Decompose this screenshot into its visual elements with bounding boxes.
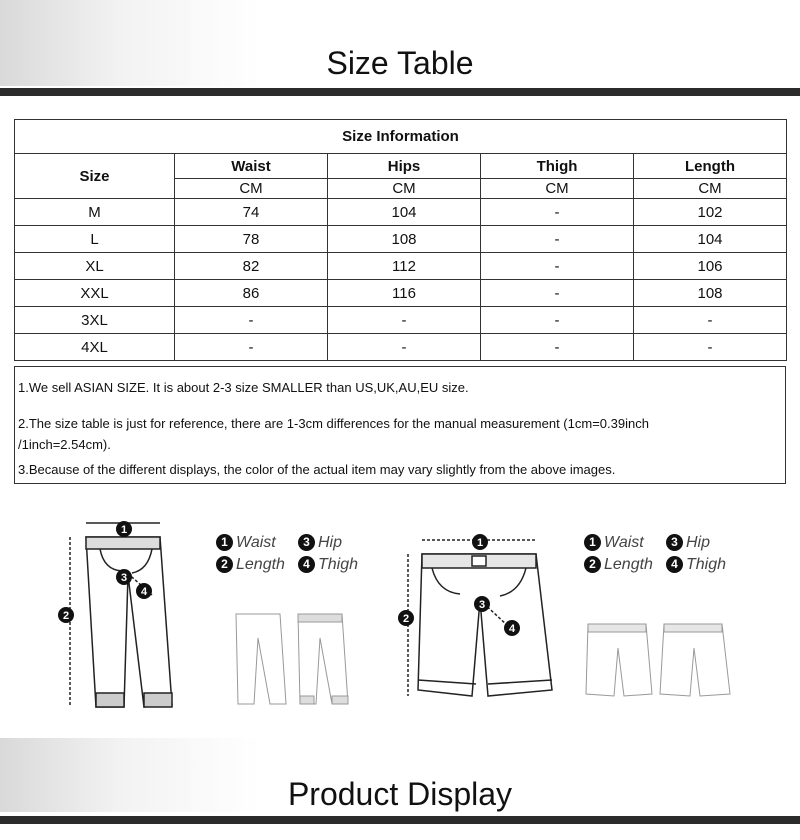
unit-thigh: CM — [481, 179, 634, 199]
length-cell: 102 — [634, 199, 787, 226]
thigh-cell: - — [481, 280, 634, 307]
svg-text:1: 1 — [476, 537, 484, 549]
shorts-legend — [584, 534, 754, 584]
waist-cell: 78 — [175, 226, 328, 253]
svg-text:4: 4 — [140, 586, 148, 598]
legend-hip: 3 Hip — [666, 534, 710, 552]
size-column-header: Size — [15, 154, 175, 199]
table-row — [15, 280, 787, 307]
waist-cell: 82 — [175, 253, 328, 280]
table-row — [15, 253, 787, 280]
pants-thumbnails — [228, 608, 358, 708]
product-display-banner — [0, 738, 800, 834]
legend-length: 2 Length — [584, 556, 653, 574]
shorts-thumbnails — [584, 618, 734, 700]
shorts-measurement-diagram — [396, 530, 556, 710]
column-header-waist: Waist — [175, 154, 328, 179]
note-1: 1.We sell ASIAN SIZE. It is about 2-3 size SMALLER than US,UK,AU,EU size. — [18, 380, 469, 395]
size-cell: 4XL — [15, 334, 175, 361]
unit-waist: CM — [175, 179, 328, 199]
banner-bar — [0, 88, 800, 96]
legend-waist: 1 Waist — [584, 534, 644, 552]
thigh-cell: - — [481, 199, 634, 226]
legend-hip: 3 Hip — [298, 534, 342, 552]
waist-cell: 74 — [175, 199, 328, 226]
svg-text:2: 2 — [62, 610, 70, 622]
waist-cell: 86 — [175, 280, 328, 307]
table-row — [15, 199, 787, 226]
size-cell: XL — [15, 253, 175, 280]
legend-thigh: 4 Thigh — [298, 556, 358, 574]
waist-cell: - — [175, 334, 328, 361]
legend-thigh: 4 Thigh — [666, 556, 726, 574]
note-2: 2.The size table is just for reference, there are 1-3cm differences for the manual measurement (1cm=0.39inch /1inch=2.54cm). — [18, 416, 649, 452]
size-cell: XXL — [15, 280, 175, 307]
table-row — [15, 307, 787, 334]
hips-cell: 112 — [328, 253, 481, 280]
svg-text:1: 1 — [120, 524, 128, 536]
size-cell: 3XL — [15, 307, 175, 334]
size-cell: M — [15, 199, 175, 226]
hips-cell: 116 — [328, 280, 481, 307]
thigh-cell: - — [481, 253, 634, 280]
size-table-banner — [0, 0, 800, 96]
size-cell: L — [15, 226, 175, 253]
waist-cell: - — [175, 307, 328, 334]
svg-text:3: 3 — [120, 572, 128, 584]
thigh-cell: - — [481, 226, 634, 253]
legend-waist: 1 Waist — [216, 534, 276, 552]
thigh-cell: - — [481, 334, 634, 361]
svg-text:4: 4 — [508, 623, 516, 635]
table-row — [15, 226, 787, 253]
pants-measurement-diagram — [52, 515, 182, 715]
pants-legend — [216, 534, 386, 584]
size-table — [14, 119, 787, 361]
page-title: Size Table — [326, 45, 474, 81]
legend-length: 2 Length — [216, 556, 285, 574]
section-title: Product Display — [287, 776, 513, 812]
hips-cell: - — [328, 334, 481, 361]
unit-hips: CM — [328, 179, 481, 199]
length-cell: 108 — [634, 280, 787, 307]
hips-cell: 108 — [328, 226, 481, 253]
column-header-thigh: Thigh — [481, 154, 634, 179]
column-header-hips: Hips — [328, 154, 481, 179]
hips-cell: 104 — [328, 199, 481, 226]
length-cell: - — [634, 307, 787, 334]
table-title: Size Information — [15, 120, 787, 154]
note-3: 3.Because of the different displays, the color of the actual item may vary slightly from the above images. — [18, 462, 616, 477]
thigh-cell: - — [481, 307, 634, 334]
svg-text:2: 2 — [402, 613, 410, 625]
length-cell: 106 — [634, 253, 787, 280]
banner-bar — [0, 816, 800, 824]
hips-cell: - — [328, 307, 481, 334]
length-cell: - — [634, 334, 787, 361]
table-row — [15, 334, 787, 361]
unit-length: CM — [634, 179, 787, 199]
svg-text:3: 3 — [478, 599, 486, 611]
column-header-length: Length — [634, 154, 787, 179]
length-cell: 104 — [634, 226, 787, 253]
